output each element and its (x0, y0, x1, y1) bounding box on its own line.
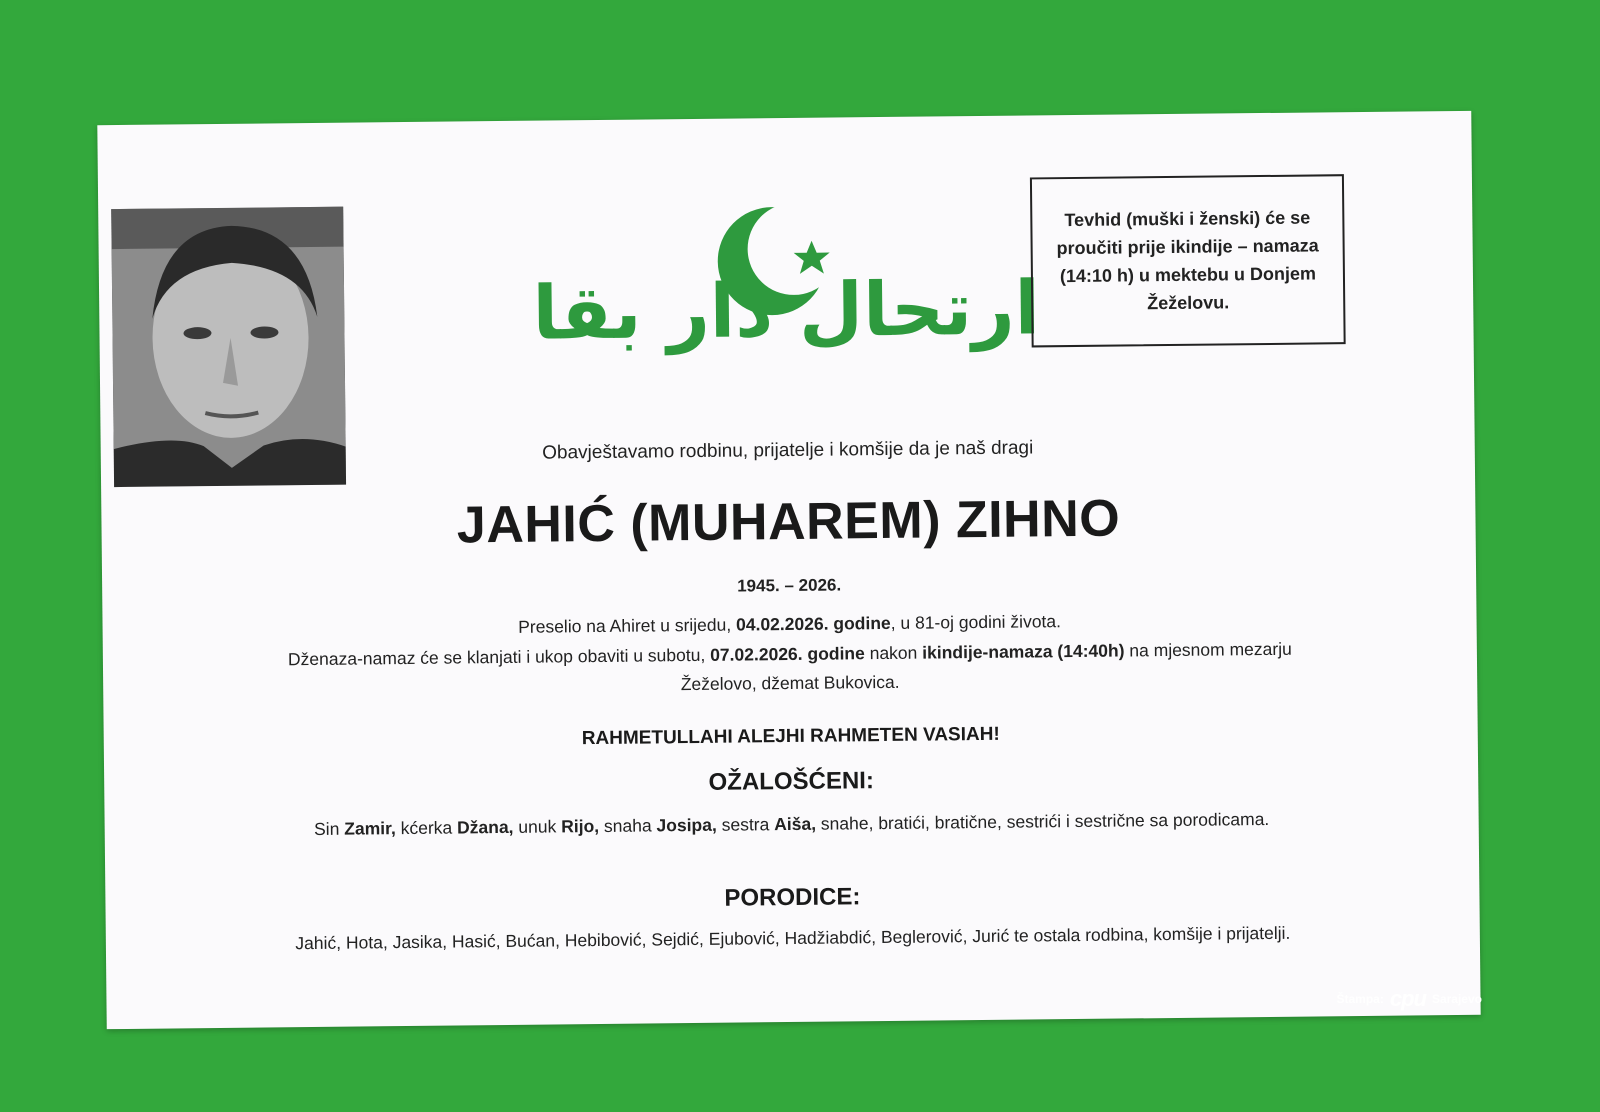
mourner-daughter-in-law: Josipa, (656, 814, 717, 836)
mourner-son: Zamir, (344, 818, 396, 839)
families-heading: PORODICE: (724, 883, 861, 912)
mourners-list (275, 805, 1309, 845)
mourners-p4: snaha (598, 815, 657, 837)
mourners-p2: kćerka (395, 817, 458, 839)
tevhid-notice-box (1030, 174, 1346, 347)
print-credit (1336, 986, 1482, 1012)
funeral-details (273, 635, 1308, 704)
life-years: 1945. – 2026. (737, 575, 842, 596)
print-label: Štampa: (1336, 992, 1384, 1006)
prayer-phrase: RAHMETULLAHI ALEJHI RAHMETEN VASIAH! (581, 723, 1000, 750)
deceased-name: JAHIĆ (MUHAREM) ZIHNO (456, 489, 1121, 555)
obituary-paper (97, 111, 1480, 1029)
intro-text: Obavještavamo rodbinu, prijatelje i komšije da je naš dragi (542, 437, 1034, 464)
mourners-p6: snahe, bratići, bratične, sestrići i sestrične sa porodicama. (815, 808, 1270, 834)
funeral-text-2: nakon (864, 642, 923, 664)
death-date: 04.02.2026. godine (735, 612, 891, 635)
mourner-grandson: Rijo, (561, 816, 600, 837)
death-text-1: Preselio na Ahiret u srijedu, (518, 614, 737, 637)
arabic-calligraphy: ارتحال دار بقا (532, 265, 1041, 357)
death-text-2: , u 81-oj godini života. (890, 611, 1062, 633)
mourner-sister: Aiša, (774, 813, 817, 835)
printer-logo: cpu (1389, 986, 1426, 1011)
print-city: Sarajevo (1431, 992, 1482, 1006)
funeral-text-3: na mjesnom mezarju Žeželovo, džemat Bukovica. (680, 638, 1292, 695)
families-list: Jahić, Hota, Jasika, Hasić, Bućan, Hebibović, Sejdić, Ejubović, Hadžiabdić, Beglerović, Jurić te ostala rodbina, komšije i prijatelji. (295, 922, 1291, 954)
funeral-text-1: Dženaza-namaz će se klanjati i ukop obaviti u subotu, (287, 644, 711, 670)
mourners-heading: OŽALOŠĆENI: (708, 767, 875, 796)
mourner-daughter: Džana, (456, 816, 514, 838)
mourners-p3: unuk (513, 816, 562, 837)
mourners-p5: sestra (716, 814, 775, 835)
funeral-date: 07.02.2026. godine (710, 643, 865, 665)
mourners-p1: Sin (313, 818, 345, 839)
funeral-prayer: ikindije-namaza (14:40h) (922, 640, 1125, 663)
tevhid-notice-text: Tevhid (muški i ženski) će se proučiti prije ikindije – namaza (14:10 h) u mektebu u Donjem Žeželovu. (1056, 207, 1319, 314)
